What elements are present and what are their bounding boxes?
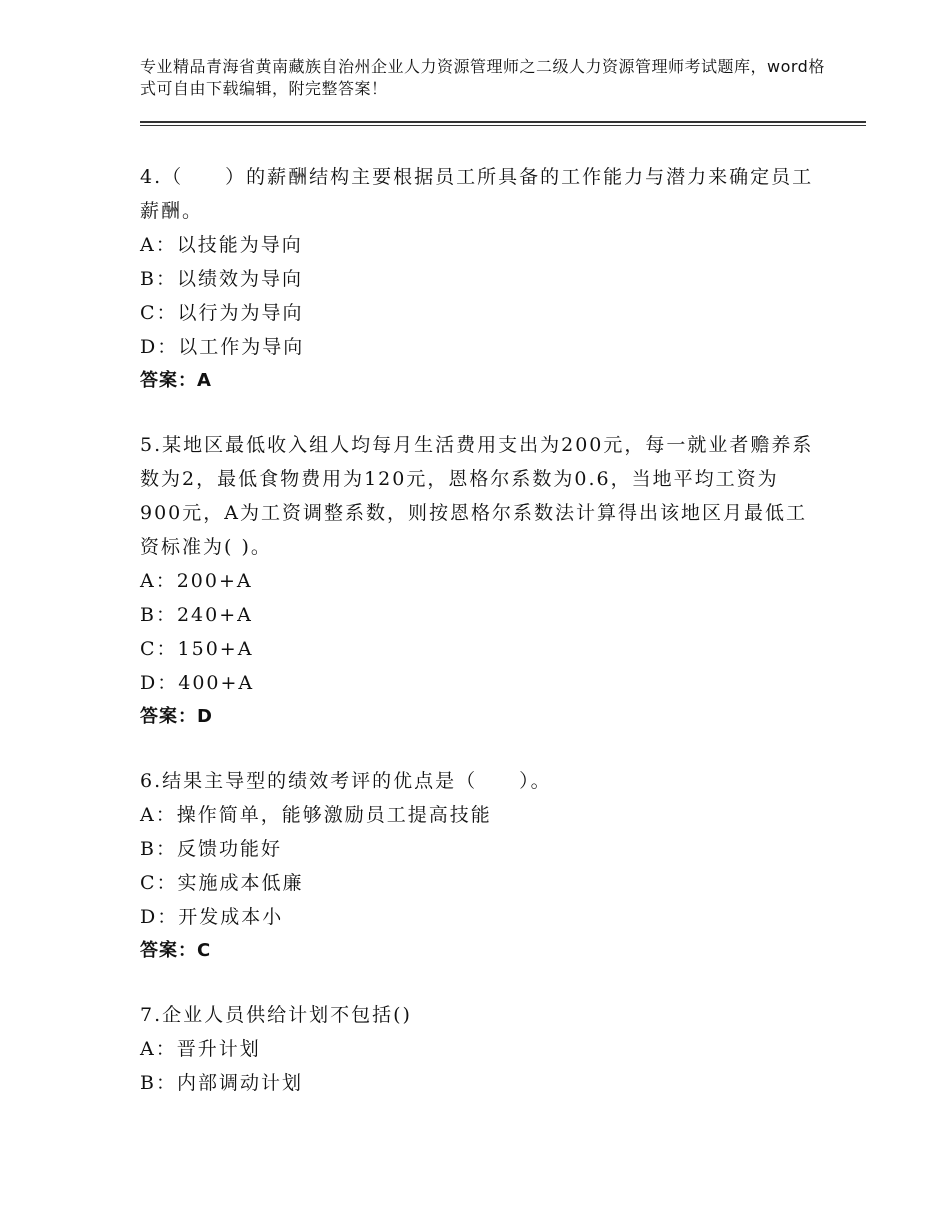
option-d: D：400+A [140, 672, 255, 694]
question-text: 5.某地区最低收入组人均每月生活费用支出为200元，每一就业者赡养系数为2，最低食物费用为120元，恩格尔系数为0.6，当地平均工资为900元，A为工资调整系数，则按恩格尔系数法计算得出该地区月最低工资标准为( )。 [140, 434, 814, 558]
option-b: B：以绩效为导向 [140, 268, 303, 290]
option-a: A：晋升计划 [140, 1038, 261, 1060]
header-divider [140, 121, 866, 126]
question-4 [140, 160, 820, 398]
answer-label: 答案：C [140, 940, 212, 961]
answer-label: 答案：D [140, 706, 213, 727]
option-c: C：150+A [140, 638, 254, 660]
question-5 [140, 428, 820, 734]
option-c: C：实施成本低廉 [140, 872, 304, 894]
option-b: B：240+A [140, 604, 253, 626]
option-b: B：反馈功能好 [140, 838, 282, 860]
question-7 [140, 998, 820, 1100]
option-a: A：操作简单，能够激励员工提高技能 [140, 804, 492, 826]
option-d: D：以工作为导向 [140, 336, 305, 358]
question-text: 6.结果主导型的绩效考评的优点是（ ）。 [140, 770, 552, 792]
option-b: B：内部调动计划 [140, 1072, 303, 1094]
option-c: C：以行为为导向 [140, 302, 304, 324]
option-a: A：以技能为导向 [140, 234, 303, 256]
document-title: 专业精品青海省黄南藏族自治州企业人力资源管理师之二级人力资源管理师考试题库，word格式可自由下载编辑，附完整答案！ [140, 57, 825, 98]
question-text: 7.企业人员供给计划不包括() [140, 1004, 412, 1026]
document-header [140, 56, 830, 100]
question-list [140, 160, 820, 1130]
answer-label: 答案：A [140, 370, 212, 391]
option-d: D：开发成本小 [140, 906, 284, 928]
question-text: 4.（ ）的薪酬结构主要根据员工所具备的工作能力与潜力来确定员工薪酬。 [140, 166, 814, 222]
option-a: A：200+A [140, 570, 253, 592]
question-6 [140, 764, 820, 968]
